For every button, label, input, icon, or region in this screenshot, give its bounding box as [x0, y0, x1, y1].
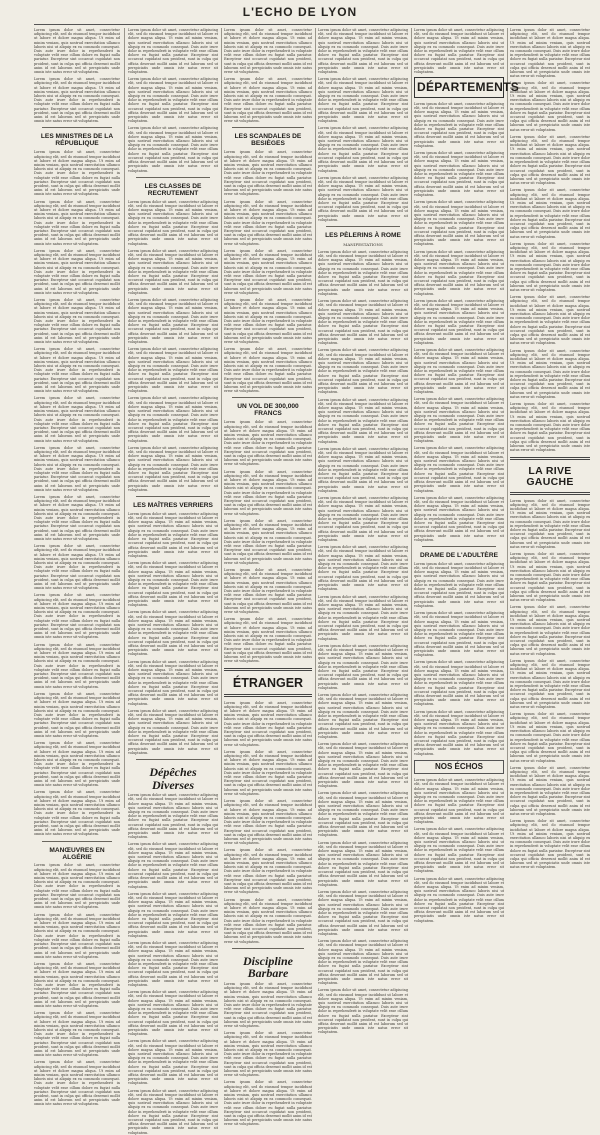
article-text: Lorem ipsum dolor sit amet, consectetur adipiscing elit, sed do eiusmod tempor incididunt ut labore et dolore magna aliqua. Ut enim ad minim veniam, quis nostrud exercitation ullamco laboris nisi ut aliquip ex ea commodo consequat. Duis aute irure dolor in reprehenderit in voluptate velit esse cillum dolore eu fugiat nulla pariatur. Excepteur sint occaecat cupidatat non proident, sunt in culpa qui officia deserunt mollit anim id est laborum sed ut perspiciatis unde omnis iste natus error sit voluptatem.: [318, 397, 408, 444]
column-rule: [507, 28, 508, 808]
separator: [232, 948, 304, 949]
separator: [326, 226, 400, 227]
article-text: Lorem ipsum dolor sit amet, consectetur adipiscing elit, sed do eiusmod tempor incididunt ut labore et dolore magna aliqua. Ut enim ad minim veniam, quis nostrud exercitation ullamco laboris nisi ut aliquip ex ea commodo consequat. Duis aute irure dolor in reprehenderit in voluptate velit esse cillum dolore eu fugiat nulla pariatur. Excepteur sint occaecat cupidatat non proident, sunt in culpa qui officia deserunt mollit anim id est laborum sed ut perspiciatis unde omnis iste natus error sit voluptatem.: [128, 990, 218, 1037]
article-text: Lorem ipsum dolor sit amet, consectetur adipiscing elit, sed do eiusmod tempor incididunt ut labore et dolore magna aliqua. Ut enim ad minim veniam, quis nostrud exercitation ullamco laboris nisi ut aliquip ex ea commodo consequat. Duis aute irure dolor in reprehenderit in voluptate velit esse cillum dolore eu fugiat nulla pariatur. Excepteur sint occaecat cupidatat non proident, sunt in culpa qui officia deserunt mollit anim id est laborum sed ut perspiciatis unde omnis iste natus error sit voluptatem.: [510, 134, 590, 186]
article-text: Lorem ipsum dolor sit amet, consectetur adipiscing elit, sed do eiusmod tempor incididunt ut labore et dolore magna aliqua. Ut enim ad minim veniam, quis nostrud exercitation ullamco laboris nisi ut aliquip ex ea commodo consequat. Duis aute irure dolor in reprehenderit in voluptate velit esse cillum dolore eu fugiat nulla pariatur. Excepteur sint occaecat cupidatat non proident, sunt in culpa qui officia deserunt mollit anim id est laborum sed ut perspiciatis unde omnis iste natus error sit voluptatem.: [224, 150, 312, 197]
article-text: Lorem ipsum dolor sit amet, consectetur adipiscing elit, sed do eiusmod tempor incididunt ut labore et dolore magna aliqua. Ut enim ad minim veniam, quis nostrud exercitation ullamco laboris nisi ut aliquip ex ea commodo consequat. Duis aute irure dolor in reprehenderit in voluptate velit esse cillum dolore eu fugiat nulla pariatur. Excepteur sint occaecat cupidatat non proident, sunt in culpa qui officia deserunt mollit anim id est laborum sed ut perspiciatis unde omnis iste natus error sit voluptatem.: [34, 863, 120, 910]
article-text: Lorem ipsum dolor sit amet, consectetur adipiscing elit, sed do eiusmod tempor incididunt ut labore et dolore magna aliqua. Ut enim ad minim veniam, quis nostrud exercitation ullamco laboris nisi ut aliquip ex ea commodo consequat. Duis aute irure dolor in reprehenderit in voluptate velit esse cillum dolore eu fugiat nulla pariatur. Excepteur sint occaecat cupidatat non proident, sunt in culpa qui officia deserunt mollit anim id est laborum sed ut perspiciatis unde omnis iste natus error sit voluptatem.: [128, 561, 218, 608]
article-text: Lorem ipsum dolor sit amet, consectetur adipiscing elit, sed do eiusmod tempor incididunt ut labore et dolore magna aliqua. Ut enim ad minim veniam, quis nostrud exercitation ullamco laboris nisi ut aliquip ex ea commodo consequat. Duis aute irure dolor in reprehenderit in voluptate velit esse cillum dolore eu fugiat nulla pariatur. Excepteur sint occaecat cupidatat non proident, sunt in culpa qui officia deserunt mollit anim id est laborum sed ut perspiciatis unde omnis iste natus error sit voluptatem.: [224, 981, 312, 1029]
article-text: Lorem ipsum dolor sit amet, consectetur adipiscing elit, sed do eiusmod tempor incididunt ut labore et dolore magna aliqua. Ut enim ad minim veniam, quis nostrud exercitation ullamco laboris nisi ut aliquip ex ea commodo consequat. Duis aute irure dolor in reprehenderit in voluptate velit esse cillum dolore eu fugiat nulla pariatur. Excepteur sint occaecat cupidatat non proident, sunt in culpa qui officia deserunt mollit anim id est laborum sed ut perspiciatis unde omnis iste natus error sit voluptatem.: [224, 1031, 312, 1078]
article-text: Lorem ipsum dolor sit amet, consectetur adipiscing elit, sed do eiusmod tempor incididunt ut labore et dolore magna aliqua. Ut enim ad minim veniam, quis nostrud exercitation ullamco laboris nisi ut aliquip ex ea commodo consequat. Duis aute irure dolor in reprehenderit in voluptate velit esse cillum dolore eu fugiat nulla pariatur. Excepteur sint occaecat cupidatat non proident, sunt in culpa qui officia deserunt mollit anim id est laborum sed ut perspiciatis unde omnis iste natus error sit voluptatem.: [34, 912, 120, 959]
article-text: Lorem ipsum dolor sit amet, consectetur adipiscing elit, sed do eiusmod tempor incididunt ut labore et dolore magna aliqua. Ut enim ad minim veniam, quis nostrud exercitation ullamco laboris nisi ut aliquip ex ea commodo consequat. Duis aute irure dolor in reprehenderit in voluptate velit esse cillum dolore eu fugiat nulla pariatur. Excepteur sint occaecat cupidatat non proident, sunt in culpa qui officia deserunt mollit anim id est laborum sed ut perspiciatis unde omnis iste natus error sit voluptatem.: [318, 496, 408, 543]
article-text: Lorem ipsum dolor sit amet, consectetur adipiscing elit, sed do eiusmod tempor incididunt ut labore et dolore magna aliqua. Ut enim ad minim veniam, quis nostrud exercitation ullamco laboris nisi ut aliquip ex ea commodo consequat. Duis aute irure dolor in reprehenderit in voluptate velit esse cillum dolore eu fugiat nulla pariatur. Excepteur sint occaecat cupidatat non proident, sunt in culpa qui officia deserunt mollit anim id est laborum sed ut perspiciatis unde omnis iste natus error sit voluptatem.: [34, 961, 120, 1008]
article-text: Lorem ipsum dolor sit amet, consectetur adipiscing elit, sed do eiusmod tempor incididunt ut labore et dolore magna aliqua. Ut enim ad minim veniam, quis nostrud exercitation ullamco laboris nisi ut aliquip ex ea commodo consequat. Duis aute irure dolor in reprehenderit in voluptate velit esse cillum dolore eu fugiat nulla pariatur. Excepteur sint occaecat cupidatat non proident, sunt in culpa qui officia deserunt mollit anim id est laborum sed ut perspiciatis unde omnis iste natus error sit voluptatem.: [34, 494, 120, 541]
article-text: Lorem ipsum dolor sit amet, consectetur adipiscing elit, sed do eiusmod tempor incididunt ut labore et dolore magna aliqua. Ut enim ad minim veniam, quis nostrud exercitation ullamco laboris nisi ut aliquip ex ea commodo consequat. Duis aute irure dolor in reprehenderit in voluptate velit esse cillum dolore eu fugiat nulla pariatur. Excepteur sint occaecat cupidatat non proident, sunt in culpa qui officia deserunt mollit anim id est laborum sed ut perspiciatis unde omnis iste natus error sit voluptatem.: [510, 81, 590, 132]
separator: [232, 127, 304, 128]
article-text: Lorem ipsum dolor sit amet, consectetur adipiscing elit, sed do eiusmod tempor incididunt ut labore et dolore magna aliqua. Ut enim ad minim veniam, quis nostrud exercitation ullamco laboris nisi ut aliquip ex ea commodo consequat. Duis aute irure dolor in reprehenderit in voluptate velit esse cillum dolore eu fugiat nulla pariatur. Excepteur sint occaecat cupidatat non proident, sunt in culpa qui officia deserunt mollit anim id est laborum sed ut perspiciatis unde omnis iste natus error sit voluptatem.: [224, 28, 312, 75]
article-text: Lorem ipsum dolor sit amet, consectetur adipiscing elit, sed do eiusmod tempor incididunt ut labore et dolore magna aliqua. Ut enim ad minim veniam, quis nostrud exercitation ullamco laboris nisi ut aliquip ex ea commodo consequat. Duis aute irure dolor in reprehenderit in voluptate velit esse cillum dolore eu fugiat nulla pariatur. Excepteur sint occaecat cupidatat non proident, sunt in culpa qui officia deserunt mollit anim id est laborum sed ut perspiciatis unde omnis iste natus error sit voluptatem.: [224, 518, 312, 565]
article-text: Lorem ipsum dolor sit amet, consectetur adipiscing elit, sed do eiusmod tempor incididunt ut labore et dolore magna aliqua. Ut enim ad minim veniam, quis nostrud exercitation ullamco laboris nisi ut aliquip ex ea commodo consequat. Duis aute irure dolor in reprehenderit in voluptate velit esse cillum dolore eu fugiat nulla pariatur. Excepteur sint occaecat cupidatat non proident, sunt in culpa qui officia deserunt mollit anim id est laborum sed ut perspiciatis unde omnis iste natus error sit voluptatem.: [128, 793, 218, 840]
heading-rive-gauche: LA RIVE GAUCHE: [526, 464, 574, 488]
article-text: Lorem ipsum dolor sit amet, consectetur adipiscing elit, sed do eiusmod tempor incididunt ut labore et dolore magna aliqua. Ut enim ad minim veniam, quis nostrud exercitation ullamco laboris nisi ut aliquip ex ea commodo consequat. Duis aute irure dolor in reprehenderit in voluptate velit esse cillum dolore eu fugiat nulla pariatur. Excepteur sint occaecat cupidatat non proident, sunt in culpa qui officia deserunt mollit anim id est laborum sed ut perspiciatis unde omnis iste natus error sit voluptatem.: [34, 396, 120, 443]
article-text: Lorem ipsum dolor sit amet, consectetur adipiscing elit, sed do eiusmod tempor incididunt ut labore et dolore magna aliqua. Ut enim ad minim veniam, quis nostrud exercitation ullamco laboris nisi ut aliquip ex ea commodo consequat. Duis aute irure dolor in reprehenderit in voluptate velit esse cillum dolore eu fugiat nulla pariatur. Excepteur sint occaecat cupidatat non proident, sunt in culpa qui officia deserunt mollit anim id est laborum sed ut perspiciatis unde omnis iste natus error sit voluptatem.: [318, 889, 408, 936]
column-rule: [315, 28, 316, 808]
separator: [136, 177, 210, 178]
article-text: Lorem ipsum dolor sit amet, consectetur adipiscing elit, sed do eiusmod tempor incididunt ut labore et dolore magna aliqua. Ut enim ad minim veniam, quis nostrud exercitation ullamco laboris nisi ut aliquip ex ea commodo consequat. Duis aute irure dolor in reprehenderit in voluptate velit esse cillum dolore eu fugiat nulla pariatur. Excepteur sint occaecat cupidatat non proident, sunt in culpa qui officia deserunt mollit anim id est laborum sed ut perspiciatis unde omnis iste natus error sit voluptatem.: [414, 827, 504, 874]
column-2: [128, 28, 218, 1135]
article-text: Lorem ipsum dolor sit amet, consectetur adipiscing elit, sed do eiusmod tempor incididunt ut labore et dolore magna aliqua. Ut enim ad minim veniam, quis nostrud exercitation ullamco laboris nisi ut aliquip ex ea commodo consequat. Duis aute irure dolor in reprehenderit in voluptate velit esse cillum dolore eu fugiat nulla pariatur. Excepteur sint occaecat cupidatat non proident, sunt in culpa qui officia deserunt mollit anim id est laborum sed ut perspiciatis unde omnis iste natus error sit voluptatem.: [128, 659, 218, 706]
departements-box: [414, 77, 520, 98]
heading-departements: DÉPARTEMENTS: [417, 80, 520, 95]
article-text: Lorem ipsum dolor sit amet, consectetur adipiscing elit, sed do eiusmod tempor incididunt ut labore et dolore magna aliqua. Ut enim ad minim veniam, quis nostrud exercitation ullamco laboris nisi ut aliquip ex ea commodo consequat. Duis aute irure dolor in reprehenderit in voluptate velit esse cillum dolore eu fugiat nulla pariatur. Excepteur sint occaecat cupidatat non proident, sunt in culpa qui officia deserunt mollit anim id est laborum sed ut perspiciatis unde omnis iste natus error sit voluptatem.: [224, 700, 312, 747]
article-text: Lorem ipsum dolor sit amet, consectetur adipiscing elit, sed do eiusmod tempor incididunt ut labore et dolore magna aliqua. Ut enim ad minim veniam, quis nostrud exercitation ullamco laboris nisi ut aliquip ex ea commodo consequat. Duis aute irure dolor in reprehenderit in voluptate velit esse cillum dolore eu fugiat nulla pariatur. Excepteur sint occaecat cupidatat non proident, sunt in culpa qui officia deserunt mollit anim id est laborum sed ut perspiciatis unde omnis iste natus error sit voluptatem.: [318, 545, 408, 592]
article-text: Lorem ipsum dolor sit amet, consectetur adipiscing elit, sed do eiusmod tempor incididunt ut labore et dolore magna aliqua. Ut enim ad minim veniam, quis nostrud exercitation ullamco laboris nisi ut aliquip ex ea commodo consequat. Duis aute irure dolor in reprehenderit in voluptate velit esse cillum dolore eu fugiat nulla pariatur. Excepteur sint occaecat cupidatat non proident, sunt in culpa qui officia deserunt mollit anim id est laborum sed ut perspiciatis unde omnis iste natus error sit voluptatem.: [34, 593, 120, 640]
article-text: Lorem ipsum dolor sit amet, consectetur adipiscing elit, sed do eiusmod tempor incididunt ut labore et dolore magna aliqua. Ut enim ad minim veniam, quis nostrud exercitation ullamco laboris nisi ut aliquip ex ea commodo consequat. Duis aute irure dolor in reprehenderit in voluptate velit esse cillum dolore eu fugiat nulla pariatur. Excepteur sint occaecat cupidatat non proident, sunt in culpa qui officia deserunt mollit anim id est laborum sed ut perspiciatis unde omnis iste natus error sit voluptatem.: [224, 848, 312, 895]
article-text: Lorem ipsum dolor sit amet, consectetur adipiscing elit, sed do eiusmod tempor incididunt ut labore et dolore magna aliqua. Ut enim ad minim veniam, quis nostrud exercitation ullamco laboris nisi ut aliquip ex ea commodo consequat. Duis aute irure dolor in reprehenderit in voluptate velit esse cillum dolore eu fugiat nulla pariatur. Excepteur sint occaecat cupidatat non proident, sunt in culpa qui officia deserunt mollit anim id est laborum sed ut perspiciatis unde omnis iste natus error sit voluptatem.: [510, 348, 590, 399]
heading-discipline: Discipline Barbare: [243, 953, 293, 981]
article-text: Lorem ipsum dolor sit amet, consectetur adipiscing elit, sed do eiusmod tempor incididunt ut labore et dolore magna aliqua. Ut enim ad minim veniam, quis nostrud exercitation ullamco laboris nisi ut aliquip ex ea commodo consequat. Duis aute irure dolor in reprehenderit in voluptate velit esse cillum dolore eu fugiat nulla pariatur. Excepteur sint occaecat cupidatat non proident, sunt in culpa qui officia deserunt mollit anim id est laborum sed ut perspiciatis unde omnis iste natus error sit voluptatem.: [318, 249, 408, 296]
column-5: [414, 28, 520, 923]
article-text: Lorem ipsum dolor sit amet, consectetur adipiscing elit, sed do eiusmod tempor incididunt ut labore et dolore magna aliqua. Ut enim ad minim veniam, quis nostrud exercitation ullamco laboris nisi ut aliquip ex ea commodo consequat. Duis aute irure dolor in reprehenderit in voluptate velit esse cillum dolore eu fugiat nulla pariatur. Excepteur sint occaecat cupidatat non proident, sunt in culpa qui officia deserunt mollit anim id est laborum sed ut perspiciatis unde omnis iste natus error sit voluptatem.: [510, 605, 590, 656]
heading-pelerins: LES PÈLERINS À ROME: [325, 231, 401, 239]
heading-etranger: ÉTRANGER: [232, 675, 304, 690]
article-text: Lorem ipsum dolor sit amet, consectetur adipiscing elit, sed do eiusmod tempor incididunt ut labore et dolore magna aliqua. Ut enim ad minim veniam, quis nostrud exercitation ullamco laboris nisi ut aliquip ex ea commodo consequat. Duis aute irure dolor in reprehenderit in voluptate velit esse cillum dolore eu fugiat nulla pariatur. Excepteur sint occaecat cupidatat non proident, sunt in culpa qui officia deserunt mollit anim id est laborum sed ut perspiciatis unde omnis iste natus error sit voluptatem.: [414, 446, 504, 493]
double-rule: [224, 668, 312, 671]
column-1: [34, 28, 120, 1107]
separator: [422, 546, 496, 547]
article-text: Lorem ipsum dolor sit amet, consectetur adipiscing elit, sed do eiusmod tempor incididunt ut labore et dolore magna aliqua. Ut enim ad minim veniam, quis nostrud exercitation ullamco laboris nisi ut aliquip ex ea commodo consequat. Duis aute irure dolor in reprehenderit in voluptate velit esse cillum dolore eu fugiat nulla pariatur. Excepteur sint occaecat cupidatat non proident, sunt in culpa qui officia deserunt mollit anim id est laborum sed ut perspiciatis unde omnis iste natus error sit voluptatem.: [224, 897, 312, 944]
article-text: Lorem ipsum dolor sit amet, consectetur adipiscing elit, sed do eiusmod tempor incididunt ut labore et dolore magna aliqua. Ut enim ad minim veniam, quis nostrud exercitation ullamco laboris nisi ut aliquip ex ea commodo consequat. Duis aute irure dolor in reprehenderit in voluptate velit esse cillum dolore eu fugiat nulla pariatur. Excepteur sint occaecat cupidatat non proident, sunt in culpa qui officia deserunt mollit anim id est laborum sed ut perspiciatis unde omnis iste natus error sit voluptatem.: [318, 299, 408, 346]
article-text: Lorem ipsum dolor sit amet, consectetur adipiscing elit, sed do eiusmod tempor incididunt ut labore et dolore magna aliqua. Ut enim ad minim veniam, quis nostrud exercitation ullamco laboris nisi ut aliquip ex ea commodo consequat. Duis aute irure dolor in reprehenderit in voluptate velit esse cillum dolore eu fugiat nulla pariatur. Excepteur sint occaecat cupidatat non proident, sunt in culpa qui officia deserunt mollit anim id est laborum sed ut perspiciatis unde omnis iste natus error sit voluptatem.: [128, 940, 218, 987]
article-text: Lorem ipsum dolor sit amet, consectetur adipiscing elit, sed do eiusmod tempor incididunt ut labore et dolore magna aliqua. Ut enim ad minim veniam, quis nostrud exercitation ullamco laboris nisi ut aliquip ex ea commodo consequat. Duis aute irure dolor in reprehenderit in voluptate velit esse cillum dolore eu fugiat nulla pariatur. Excepteur sint occaecat cupidatat non proident, sunt in culpa qui officia deserunt mollit anim id est laborum sed ut perspiciatis unde omnis iste natus error sit voluptatem.: [318, 126, 408, 173]
article-text: Lorem ipsum dolor sit amet, consectetur adipiscing elit, sed do eiusmod tempor incididunt ut labore et dolore magna aliqua. Ut enim ad minim veniam, quis nostrud exercitation ullamco laboris nisi ut aliquip ex ea commodo consequat. Duis aute irure dolor in reprehenderit in voluptate velit esse cillum dolore eu fugiat nulla pariatur. Excepteur sint occaecat cupidatat non proident, sunt in culpa qui officia deserunt mollit anim id est laborum sed ut perspiciatis unde omnis iste natus error sit voluptatem.: [414, 101, 504, 148]
article-text: Lorem ipsum dolor sit amet, consectetur adipiscing elit, sed do eiusmod tempor incididunt ut labore et dolore magna aliqua. Ut enim ad minim veniam, quis nostrud exercitation ullamco laboris nisi ut aliquip ex ea commodo consequat. Duis aute irure dolor in reprehenderit in voluptate velit esse cillum dolore eu fugiat nulla pariatur. Excepteur sint occaecat cupidatat non proident, sunt in culpa qui officia deserunt mollit anim id est laborum sed ut perspiciatis unde omnis iste natus error sit voluptatem.: [224, 749, 312, 796]
article-text: Lorem ipsum dolor sit amet, consectetur adipiscing elit, sed do eiusmod tempor incididunt ut labore et dolore magna aliqua. Ut enim ad minim veniam, quis nostrud exercitation ullamco laboris nisi ut aliquip ex ea commodo consequat. Duis aute irure dolor in reprehenderit in voluptate velit esse cillum dolore eu fugiat nulla pariatur. Excepteur sint occaecat cupidatat non proident, sunt in culpa qui officia deserunt mollit anim id est laborum sed ut perspiciatis unde omnis iste natus error sit voluptatem.: [318, 840, 408, 887]
article-text: Lorem ipsum dolor sit amet, consectetur adipiscing elit, sed do eiusmod tempor incididunt ut labore et dolore magna aliqua. Ut enim ad minim veniam, quis nostrud exercitation ullamco laboris nisi ut aliquip ex ea commodo consequat. Duis aute irure dolor in reprehenderit in voluptate velit esse cillum dolore eu fugiat nulla pariatur. Excepteur sint occaecat cupidatat non proident, sunt in culpa qui officia deserunt mollit anim id est laborum sed ut perspiciatis unde omnis iste natus error sit voluptatem.: [510, 188, 590, 239]
article-text: Lorem ipsum dolor sit amet, consectetur adipiscing elit, sed do eiusmod tempor incididunt ut labore et dolore magna aliqua. Ut enim ad minim veniam, quis nostrud exercitation ullamco laboris nisi ut aliquip ex ea commodo consequat. Duis aute irure dolor in reprehenderit in voluptate velit esse cillum dolore eu fugiat nulla pariatur. Excepteur sint occaecat cupidatat non proident, sunt in culpa qui officia deserunt mollit anim id est laborum sed ut perspiciatis unde omnis iste natus error sit voluptatem.: [128, 1088, 218, 1135]
article-text: Lorem ipsum dolor sit amet, consectetur adipiscing elit, sed do eiusmod tempor incididunt ut labore et dolore magna aliqua. Ut enim ad minim veniam, quis nostrud exercitation ullamco laboris nisi ut aliquip ex ea commodo consequat. Duis aute irure dolor in reprehenderit in voluptate velit esse cillum dolore eu fugiat nulla pariatur. Excepteur sint occaecat cupidatat non proident, sunt in culpa qui officia deserunt mollit anim id est laborum sed ut perspiciatis unde omnis iste natus error sit voluptatem.: [510, 241, 590, 292]
article-text: Lorem ipsum dolor sit amet, consectetur adipiscing elit, sed do eiusmod tempor incididunt ut labore et dolore magna aliqua. Ut enim ad minim veniam, quis nostrud exercitation ullamco laboris nisi ut aliquip ex ea commodo consequat. Duis aute irure dolor in reprehenderit in voluptate velit esse cillum dolore eu fugiat nulla pariatur. Excepteur sint occaecat cupidatat non proident, sunt in culpa qui officia deserunt mollit anim id est laborum sed ut perspiciatis unde omnis iste natus error sit voluptatem.: [224, 1080, 312, 1127]
article-text: Lorem ipsum dolor sit amet, consectetur adipiscing elit, sed do eiusmod tempor incididunt ut labore et dolore magna aliqua. Ut enim ad minim veniam, quis nostrud exercitation ullamco laboris nisi ut aliquip ex ea commodo consequat. Duis aute irure dolor in reprehenderit in voluptate velit esse cillum dolore eu fugiat nulla pariatur. Excepteur sint occaecat cupidatat non proident, sunt in culpa qui officia deserunt mollit anim id est laborum sed ut perspiciatis unde omnis iste natus error sit voluptatem.: [318, 28, 408, 75]
article-text: Lorem ipsum dolor sit amet, consectetur adipiscing elit, sed do eiusmod tempor incididunt ut labore et dolore magna aliqua. Ut enim ad minim veniam, quis nostrud exercitation ullamco laboris nisi ut aliquip ex ea commodo consequat. Duis aute irure dolor in reprehenderit in voluptate velit esse cillum dolore eu fugiat nulla pariatur. Excepteur sint occaecat cupidatat non proident, sunt in culpa qui officia deserunt mollit anim id est laborum sed ut perspiciatis unde omnis iste natus error sit voluptatem.: [318, 77, 408, 124]
article-text: Lorem ipsum dolor sit amet, consectetur adipiscing elit, sed do eiusmod tempor incididunt ut labore et dolore magna aliqua. Ut enim ad minim veniam, quis nostrud exercitation ullamco laboris nisi ut aliquip ex ea commodo consequat. Duis aute irure dolor in reprehenderit in voluptate velit esse cillum dolore eu fugiat nulla pariatur. Excepteur sint occaecat cupidatat non proident, sunt in culpa qui officia deserunt mollit anim id est laborum sed ut perspiciatis unde omnis iste natus error sit voluptatem.: [414, 397, 504, 444]
article-text: Lorem ipsum dolor sit amet, consectetur adipiscing elit, sed do eiusmod tempor incididunt ut labore et dolore magna aliqua. Ut enim ad minim veniam, quis nostrud exercitation ullamco laboris nisi ut aliquip ex ea commodo consequat. Duis aute irure dolor in reprehenderit in voluptate velit esse cillum dolore eu fugiat nulla pariatur. Excepteur sint occaecat cupidatat non proident, sunt in culpa qui officia deserunt mollit anim id est laborum sed ut perspiciatis unde omnis iste natus error sit voluptatem.: [414, 249, 504, 296]
double-rule: [224, 694, 312, 697]
double-rule: [510, 492, 590, 495]
heading-manoeuvres: MANŒUVRES EN ALGÉRIE: [49, 846, 105, 861]
article-text: Lorem ipsum dolor sit amet, consectetur adipiscing elit, sed do eiusmod tempor incididunt ut labore et dolore magna aliqua. Ut enim ad minim veniam, quis nostrud exercitation ullamco laboris nisi ut aliquip ex ea commodo consequat. Duis aute irure dolor in reprehenderit in voluptate velit esse cillum dolore eu fugiat nulla pariatur. Excepteur sint occaecat cupidatat non proident, sunt in culpa qui officia deserunt mollit anim id est laborum sed ut perspiciatis unde omnis iste natus error sit voluptatem.: [318, 594, 408, 641]
masthead: L'ECHO DE LYON: [242, 5, 358, 19]
article-text: Lorem ipsum dolor sit amet, consectetur adipiscing elit, sed do eiusmod tempor incididunt ut labore et dolore magna aliqua. Ut enim ad minim veniam, quis nostrud exercitation ullamco laboris nisi ut aliquip ex ea commodo consequat. Duis aute irure dolor in reprehenderit in voluptate velit esse cillum dolore eu fugiat nulla pariatur. Excepteur sint occaecat cupidatat non proident, sunt in culpa qui officia deserunt mollit anim id est laborum sed ut perspiciatis unde omnis iste natus error sit voluptatem.: [224, 298, 312, 345]
article-text: Lorem ipsum dolor sit amet, consectetur adipiscing elit, sed do eiusmod tempor incididunt ut labore et dolore magna aliqua. Ut enim ad minim veniam, quis nostrud exercitation ullamco laboris nisi ut aliquip ex ea commodo consequat. Duis aute irure dolor in reprehenderit in voluptate velit esse cillum dolore eu fugiat nulla pariatur. Excepteur sint occaecat cupidatat non proident, sunt in culpa qui officia deserunt mollit anim id est laborum sed ut perspiciatis unde omnis iste natus error sit voluptatem.: [224, 799, 312, 846]
article-text: Lorem ipsum dolor sit amet, consectetur adipiscing elit, sed do eiusmod tempor incididunt ut labore et dolore magna aliqua. Ut enim ad minim veniam, quis nostrud exercitation ullamco laboris nisi ut aliquip ex ea commodo consequat. Duis aute irure dolor in reprehenderit in voluptate velit esse cillum dolore eu fugiat nulla pariatur. Excepteur sint occaecat cupidatat non proident, sunt in culpa qui officia deserunt mollit anim id est laborum sed ut perspiciatis unde omnis iste natus error sit voluptatem.: [318, 742, 408, 789]
article-text: Lorem ipsum dolor sit amet, consectetur adipiscing elit, sed do eiusmod tempor incididunt ut labore et dolore magna aliqua. Ut enim ad minim veniam, quis nostrud exercitation ullamco laboris nisi ut aliquip ex ea commodo consequat. Duis aute irure dolor in reprehenderit in voluptate velit esse cillum dolore eu fugiat nulla pariatur. Excepteur sint occaecat cupidatat non proident, sunt in culpa qui officia deserunt mollit anim id est laborum sed ut perspiciatis unde omnis iste natus error sit voluptatem.: [510, 402, 590, 453]
article-text: Lorem ipsum dolor sit amet, consectetur adipiscing elit, sed do eiusmod tempor incididunt ut labore et dolore magna aliqua. Ut enim ad minim veniam, quis nostrud exercitation ullamco laboris nisi ut aliquip ex ea commodo consequat. Duis aute irure dolor in reprehenderit in voluptate velit esse cillum dolore eu fugiat nulla pariatur. Excepteur sint occaecat cupidatat non proident, sunt in culpa qui officia deserunt mollit anim id est laborum sed ut perspiciatis unde omnis iste natus error sit voluptatem.: [128, 298, 218, 345]
article-text: Lorem ipsum dolor sit amet, consectetur adipiscing elit, sed do eiusmod tempor incididunt ut labore et dolore magna aliqua. Ut enim ad minim veniam, quis nostrud exercitation ullamco laboris nisi ut aliquip ex ea commodo consequat. Duis aute irure dolor in reprehenderit in voluptate velit esse cillum dolore eu fugiat nulla pariatur. Excepteur sint occaecat cupidatat non proident, sunt in culpa qui officia deserunt mollit anim id est laborum sed ut perspiciatis unde omnis iste natus error sit voluptatem.: [414, 876, 504, 923]
heading-vol: UN VOL DE 300,000 FRANCS: [237, 403, 299, 418]
article-text: Lorem ipsum dolor sit amet, consectetur adipiscing elit, sed do eiusmod tempor incididunt ut labore et dolore magna aliqua. Ut enim ad minim veniam, quis nostrud exercitation ullamco laboris nisi ut aliquip ex ea commodo consequat. Duis aute irure dolor in reprehenderit in voluptate velit esse cillum dolore eu fugiat nulla pariatur. Excepteur sint occaecat cupidatat non proident, sunt in culpa qui officia deserunt mollit anim id est laborum sed ut perspiciatis unde omnis iste natus error sit voluptatem.: [414, 151, 504, 198]
article-text: Lorem ipsum dolor sit amet, consectetur adipiscing elit, sed do eiusmod tempor incididunt ut labore et dolore magna aliqua. Ut enim ad minim veniam, quis nostrud exercitation ullamco laboris nisi ut aliquip ex ea commodo consequat. Duis aute irure dolor in reprehenderit in voluptate velit esse cillum dolore eu fugiat nulla pariatur. Excepteur sint occaecat cupidatat non proident, sunt in culpa qui officia deserunt mollit anim id est laborum sed ut perspiciatis unde omnis iste natus error sit voluptatem.: [224, 420, 312, 467]
article-text: Lorem ipsum dolor sit amet, consectetur adipiscing elit, sed do eiusmod tempor incididunt ut labore et dolore magna aliqua. Ut enim ad minim veniam, quis nostrud exercitation ullamco laboris nisi ut aliquip ex ea commodo consequat. Duis aute irure dolor in reprehenderit in voluptate velit esse cillum dolore eu fugiat nulla pariatur. Excepteur sint occaecat cupidatat non proident, sunt in culpa qui officia deserunt mollit anim id est laborum sed ut perspiciatis unde omnis iste natus error sit voluptatem.: [34, 445, 120, 492]
article-text: Lorem ipsum dolor sit amet, consectetur adipiscing elit, sed do eiusmod tempor incididunt ut labore et dolore magna aliqua. Ut enim ad minim veniam, quis nostrud exercitation ullamco laboris nisi ut aliquip ex ea commodo consequat. Duis aute irure dolor in reprehenderit in voluptate velit esse cillum dolore eu fugiat nulla pariatur. Excepteur sint occaecat cupidatat non proident, sunt in culpa qui officia deserunt mollit anim id est laborum sed ut perspiciatis unde omnis iste natus error sit voluptatem.: [510, 28, 590, 79]
article-text: Lorem ipsum dolor sit amet, consectetur adipiscing elit, sed do eiusmod tempor incididunt ut labore et dolore magna aliqua. Ut enim ad minim veniam, quis nostrud exercitation ullamco laboris nisi ut aliquip ex ea commodo consequat. Duis aute irure dolor in reprehenderit in voluptate velit esse cillum dolore eu fugiat nulla pariatur. Excepteur sint occaecat cupidatat non proident, sunt in culpa qui officia deserunt mollit anim id est laborum sed ut perspiciatis unde omnis iste natus error sit voluptatem.: [414, 561, 504, 608]
separator: [136, 496, 210, 497]
article-text: Lorem ipsum dolor sit amet, consectetur adipiscing elit, sed do eiusmod tempor incididunt ut labore et dolore magna aliqua. Ut enim ad minim veniam, quis nostrud exercitation ullamco laboris nisi ut aliquip ex ea commodo consequat. Duis aute irure dolor in reprehenderit in voluptate velit esse cillum dolore eu fugiat nulla pariatur. Excepteur sint occaecat cupidatat non proident, sunt in culpa qui officia deserunt mollit anim id est laborum sed ut perspiciatis unde omnis iste natus error sit voluptatem.: [224, 199, 312, 246]
article-text: Lorem ipsum dolor sit amet, consectetur adipiscing elit, sed do eiusmod tempor incididunt ut labore et dolore magna aliqua. Ut enim ad minim veniam, quis nostrud exercitation ullamco laboris nisi ut aliquip ex ea commodo consequat. Duis aute irure dolor in reprehenderit in voluptate velit esse cillum dolore eu fugiat nulla pariatur. Excepteur sint occaecat cupidatat non proident, sunt in culpa qui officia deserunt mollit anim id est laborum sed ut perspiciatis unde omnis iste natus error sit voluptatem.: [318, 175, 408, 222]
article-text: Lorem ipsum dolor sit amet, consectetur adipiscing elit, sed do eiusmod tempor incididunt ut labore et dolore magna aliqua. Ut enim ad minim veniam, quis nostrud exercitation ullamco laboris nisi ut aliquip ex ea commodo consequat. Duis aute irure dolor in reprehenderit in voluptate velit esse cillum dolore eu fugiat nulla pariatur. Excepteur sint occaecat cupidatat non proident, sunt in culpa qui officia deserunt mollit anim id est laborum sed ut perspiciatis unde omnis iste natus error sit voluptatem.: [34, 347, 120, 394]
article-text: Lorem ipsum dolor sit amet, consectetur adipiscing elit, sed do eiusmod tempor incididunt ut labore et dolore magna aliqua. Ut enim ad minim veniam, quis nostrud exercitation ullamco laboris nisi ut aliquip ex ea commodo consequat. Duis aute irure dolor in reprehenderit in voluptate velit esse cillum dolore eu fugiat nulla pariatur. Excepteur sint occaecat cupidatat non proident, sunt in culpa qui officia deserunt mollit anim id est laborum sed ut perspiciatis unde omnis iste natus error sit voluptatem.: [128, 396, 218, 443]
article-text: Lorem ipsum dolor sit amet, consectetur adipiscing elit, sed do eiusmod tempor incididunt ut labore et dolore magna aliqua. Ut enim ad minim veniam, quis nostrud exercitation ullamco laboris nisi ut aliquip ex ea commodo consequat. Duis aute irure dolor in reprehenderit in voluptate velit esse cillum dolore eu fugiat nulla pariatur. Excepteur sint occaecat cupidatat non proident, sunt in culpa qui officia deserunt mollit anim id est laborum sed ut perspiciatis unde omnis iste natus error sit voluptatem.: [414, 200, 504, 247]
article-text: Lorem ipsum dolor sit amet, consectetur adipiscing elit, sed do eiusmod tempor incididunt ut labore et dolore magna aliqua. Ut enim ad minim veniam, quis nostrud exercitation ullamco laboris nisi ut aliquip ex ea commodo consequat. Duis aute irure dolor in reprehenderit in voluptate velit esse cillum dolore eu fugiat nulla pariatur. Excepteur sint occaecat cupidatat non proident, sunt in culpa qui officia deserunt mollit anim id est laborum sed ut perspiciatis unde omnis iste natus error sit voluptatem.: [128, 1039, 218, 1086]
article-text: Lorem ipsum dolor sit amet, consectetur adipiscing elit, sed do eiusmod tempor incididunt ut labore et dolore magna aliqua. Ut enim ad minim veniam, quis nostrud exercitation ullamco laboris nisi ut aliquip ex ea commodo consequat. Duis aute irure dolor in reprehenderit in voluptate velit esse cillum dolore eu fugiat nulla pariatur. Excepteur sint occaecat cupidatat non proident, sunt in culpa qui officia deserunt mollit anim id est laborum sed ut perspiciatis unde omnis iste natus error sit voluptatem.: [510, 765, 590, 816]
article-text: Lorem ipsum dolor sit amet, consectetur adipiscing elit, sed do eiusmod tempor incididunt ut labore et dolore magna aliqua. Ut enim ad minim veniam, quis nostrud exercitation ullamco laboris nisi ut aliquip ex ea commodo consequat. Duis aute irure dolor in reprehenderit in voluptate velit esse cillum dolore eu fugiat nulla pariatur. Excepteur sint occaecat cupidatat non proident, sunt in culpa qui officia deserunt mollit anim id est laborum sed ut perspiciatis unde omnis iste natus error sit voluptatem.: [224, 469, 312, 516]
article-text: Lorem ipsum dolor sit amet, consectetur adipiscing elit, sed do eiusmod tempor incididunt ut labore et dolore magna aliqua. Ut enim ad minim veniam, quis nostrud exercitation ullamco laboris nisi ut aliquip ex ea commodo consequat. Duis aute irure dolor in reprehenderit in voluptate velit esse cillum dolore eu fugiat nulla pariatur. Excepteur sint occaecat cupidatat non proident, sunt in culpa qui officia deserunt mollit anim id est laborum sed ut perspiciatis unde omnis iste natus error sit voluptatem.: [510, 712, 590, 763]
article-text: Lorem ipsum dolor sit amet, consectetur adipiscing elit, sed do eiusmod tempor incididunt ut labore et dolore magna aliqua. Ut enim ad minim veniam, quis nostrud exercitation ullamco laboris nisi ut aliquip ex ea commodo consequat. Duis aute irure dolor in reprehenderit in voluptate velit esse cillum dolore eu fugiat nulla pariatur. Excepteur sint occaecat cupidatat non proident, sunt in culpa qui officia deserunt mollit anim id est laborum sed ut perspiciatis unde omnis iste natus error sit voluptatem.: [34, 150, 120, 197]
heading-scandales: LES SCANDALES DE BESIÈGES: [234, 133, 302, 148]
column-rule: [221, 28, 222, 808]
subheading-manifestations: MANIFESTATIONS: [343, 241, 383, 247]
article-text: Lorem ipsum dolor sit amet, consectetur adipiscing elit, sed do eiusmod tempor incididunt ut labore et dolore magna aliqua. Ut enim ad minim veniam, quis nostrud exercitation ullamco laboris nisi ut aliquip ex ea commodo consequat. Duis aute irure dolor in reprehenderit in voluptate velit esse cillum dolore eu fugiat nulla pariatur. Excepteur sint occaecat cupidatat non proident, sunt in culpa qui officia deserunt mollit anim id est laborum sed ut perspiciatis unde omnis iste natus error sit voluptatem.: [414, 495, 504, 542]
article-text: Lorem ipsum dolor sit amet, consectetur adipiscing elit, sed do eiusmod tempor incididunt ut labore et dolore magna aliqua. Ut enim ad minim veniam, quis nostrud exercitation ullamco laboris nisi ut aliquip ex ea commodo consequat. Duis aute irure dolor in reprehenderit in voluptate velit esse cillum dolore eu fugiat nulla pariatur. Excepteur sint occaecat cupidatat non proident, sunt in culpa qui officia deserunt mollit anim id est laborum sed ut perspiciatis unde omnis iste natus error sit voluptatem.: [34, 790, 120, 837]
article-text: Lorem ipsum dolor sit amet, consectetur adipiscing elit, sed do eiusmod tempor incididunt ut labore et dolore magna aliqua. Ut enim ad minim veniam, quis nostrud exercitation ullamco laboris nisi ut aliquip ex ea commodo consequat. Duis aute irure dolor in reprehenderit in voluptate velit esse cillum dolore eu fugiat nulla pariatur. Excepteur sint occaecat cupidatat non proident, sunt in culpa qui officia deserunt mollit anim id est laborum sed ut perspiciatis unde omnis iste natus error sit voluptatem.: [34, 77, 120, 124]
article-text: Lorem ipsum dolor sit amet, consectetur adipiscing elit, sed do eiusmod tempor incididunt ut labore et dolore magna aliqua. Ut enim ad minim veniam, quis nostrud exercitation ullamco laboris nisi ut aliquip ex ea commodo consequat. Duis aute irure dolor in reprehenderit in voluptate velit esse cillum dolore eu fugiat nulla pariatur. Excepteur sint occaecat cupidatat non proident, sunt in culpa qui officia deserunt mollit anim id est laborum sed ut perspiciatis unde omnis iste natus error sit voluptatem.: [510, 551, 590, 603]
separator: [42, 841, 112, 842]
article-text: Lorem ipsum dolor sit amet, consectetur adipiscing elit, sed do eiusmod tempor incididunt ut labore et dolore magna aliqua. Ut enim ad minim veniam, quis nostrud exercitation ullamco laboris nisi ut aliquip ex ea commodo consequat. Duis aute irure dolor in reprehenderit in voluptate velit esse cillum dolore eu fugiat nulla pariatur. Excepteur sint occaecat cupidatat non proident, sunt in culpa qui officia deserunt mollit anim id est laborum sed ut perspiciatis unde omnis iste natus error sit voluptatem.: [414, 348, 504, 395]
column-6: [510, 28, 590, 870]
article-text: Lorem ipsum dolor sit amet, consectetur adipiscing elit, sed do eiusmod tempor incididunt ut labore et dolore magna aliqua. Ut enim ad minim veniam, quis nostrud exercitation ullamco laboris nisi ut aliquip ex ea commodo consequat. Duis aute irure dolor in reprehenderit in voluptate velit esse cillum dolore eu fugiat nulla pariatur. Excepteur sint occaecat cupidatat non proident, sunt in culpa qui officia deserunt mollit anim id est laborum sed ut perspiciatis unde omnis iste natus error sit voluptatem.: [318, 988, 408, 1035]
article-text: Lorem ipsum dolor sit amet, consectetur adipiscing elit, sed do eiusmod tempor incididunt ut labore et dolore magna aliqua. Ut enim ad minim veniam, quis nostrud exercitation ullamco laboris nisi ut aliquip ex ea commodo consequat. Duis aute irure dolor in reprehenderit in voluptate velit esse cillum dolore eu fugiat nulla pariatur. Excepteur sint occaecat cupidatat non proident, sunt in culpa qui officia deserunt mollit anim id est laborum sed ut perspiciatis unde omnis iste natus error sit voluptatem.: [128, 77, 218, 124]
article-text: Lorem ipsum dolor sit amet, consectetur adipiscing elit, sed do eiusmod tempor incididunt ut labore et dolore magna aliqua. Ut enim ad minim veniam, quis nostrud exercitation ullamco laboris nisi ut aliquip ex ea commodo consequat. Duis aute irure dolor in reprehenderit in voluptate velit esse cillum dolore eu fugiat nulla pariatur. Excepteur sint occaecat cupidatat non proident, sunt in culpa qui officia deserunt mollit anim id est laborum sed ut perspiciatis unde omnis iste natus error sit voluptatem.: [224, 568, 312, 615]
article-text: Lorem ipsum dolor sit amet, consectetur adipiscing elit, sed do eiusmod tempor incididunt ut labore et dolore magna aliqua. Ut enim ad minim veniam, quis nostrud exercitation ullamco laboris nisi ut aliquip ex ea commodo consequat. Duis aute irure dolor in reprehenderit in voluptate velit esse cillum dolore eu fugiat nulla pariatur. Excepteur sint occaecat cupidatat non proident, sunt in culpa qui officia deserunt mollit anim id est laborum sed ut perspiciatis unde omnis iste natus error sit voluptatem.: [128, 248, 218, 295]
column-3: [224, 28, 312, 1127]
echos-box: [414, 760, 504, 774]
article-text: Lorem ipsum dolor sit amet, consectetur adipiscing elit, sed do eiusmod tempor incididunt ut labore et dolore magna aliqua. Ut enim ad minim veniam, quis nostrud exercitation ullamco laboris nisi ut aliquip ex ea commodo consequat. Duis aute irure dolor in reprehenderit in voluptate velit esse cillum dolore eu fugiat nulla pariatur. Excepteur sint occaecat cupidatat non proident, sunt in culpa qui officia deserunt mollit anim id est laborum sed ut perspiciatis unde omnis iste natus error sit voluptatem.: [318, 791, 408, 838]
heading-depeches: Dépêches Diverses: [149, 765, 197, 792]
article-text: Lorem ipsum dolor sit amet, consectetur adipiscing elit, sed do eiusmod tempor incididunt ut labore et dolore magna aliqua. Ut enim ad minim veniam, quis nostrud exercitation ullamco laboris nisi ut aliquip ex ea commodo consequat. Duis aute irure dolor in reprehenderit in voluptate velit esse cillum dolore eu fugiat nulla pariatur. Excepteur sint occaecat cupidatat non proident, sunt in culpa qui officia deserunt mollit anim id est laborum sed ut perspiciatis unde omnis iste natus error sit voluptatem.: [318, 692, 408, 739]
heading-echos: NOS ÉCHOS: [434, 761, 483, 771]
article-text: Lorem ipsum dolor sit amet, consectetur adipiscing elit, sed do eiusmod tempor incididunt ut labore et dolore magna aliqua. Ut enim ad minim veniam, quis nostrud exercitation ullamco laboris nisi ut aliquip ex ea commodo consequat. Duis aute irure dolor in reprehenderit in voluptate velit esse cillum dolore eu fugiat nulla pariatur. Excepteur sint occaecat cupidatat non proident, sunt in culpa qui officia deserunt mollit anim id est laborum sed ut perspiciatis unde omnis iste natus error sit voluptatem.: [34, 642, 120, 689]
article-text: Lorem ipsum dolor sit amet, consectetur adipiscing elit, sed do eiusmod tempor incididunt ut labore et dolore magna aliqua. Ut enim ad minim veniam, quis nostrud exercitation ullamco laboris nisi ut aliquip ex ea commodo consequat. Duis aute irure dolor in reprehenderit in voluptate velit esse cillum dolore eu fugiat nulla pariatur. Excepteur sint occaecat cupidatat non proident, sunt in culpa qui officia deserunt mollit anim id est laborum sed ut perspiciatis unde omnis iste natus error sit voluptatem.: [128, 511, 218, 558]
article-text: Lorem ipsum dolor sit amet, consectetur adipiscing elit, sed do eiusmod tempor incididunt ut labore et dolore magna aliqua. Ut enim ad minim veniam, quis nostrud exercitation ullamco laboris nisi ut aliquip ex ea commodo consequat. Duis aute irure dolor in reprehenderit in voluptate velit esse cillum dolore eu fugiat nulla pariatur. Excepteur sint occaecat cupidatat non proident, sunt in culpa qui officia deserunt mollit anim id est laborum sed ut perspiciatis unde omnis iste natus error sit voluptatem.: [510, 819, 590, 870]
article-text: Lorem ipsum dolor sit amet, consectetur adipiscing elit, sed do eiusmod tempor incididunt ut labore et dolore magna aliqua. Ut enim ad minim veniam, quis nostrud exercitation ullamco laboris nisi ut aliquip ex ea commodo consequat. Duis aute irure dolor in reprehenderit in voluptate velit esse cillum dolore eu fugiat nulla pariatur. Excepteur sint occaecat cupidatat non proident, sunt in culpa qui officia deserunt mollit anim id est laborum sed ut perspiciatis unde omnis iste natus error sit voluptatem.: [318, 446, 408, 493]
article-text: Lorem ipsum dolor sit amet, consectetur adipiscing elit, sed do eiusmod tempor incididunt ut labore et dolore magna aliqua. Ut enim ad minim veniam, quis nostrud exercitation ullamco laboris nisi ut aliquip ex ea commodo consequat. Duis aute irure dolor in reprehenderit in voluptate velit esse cillum dolore eu fugiat nulla pariatur. Excepteur sint occaecat cupidatat non proident, sunt in culpa qui officia deserunt mollit anim id est laborum sed ut perspiciatis unde omnis iste natus error sit voluptatem.: [128, 708, 218, 755]
article-text: Lorem ipsum dolor sit amet, consectetur adipiscing elit, sed do eiusmod tempor incididunt ut labore et dolore magna aliqua. Ut enim ad minim veniam, quis nostrud exercitation ullamco laboris nisi ut aliquip ex ea commodo consequat. Duis aute irure dolor in reprehenderit in voluptate velit esse cillum dolore eu fugiat nulla pariatur. Excepteur sint occaecat cupidatat non proident, sunt in culpa qui officia deserunt mollit anim id est laborum sed ut perspiciatis unde omnis iste natus error sit voluptatem.: [34, 28, 120, 75]
article-text: Lorem ipsum dolor sit amet, consectetur adipiscing elit, sed do eiusmod tempor incididunt ut labore et dolore magna aliqua. Ut enim ad minim veniam, quis nostrud exercitation ullamco laboris nisi ut aliquip ex ea commodo consequat. Duis aute irure dolor in reprehenderit in voluptate velit esse cillum dolore eu fugiat nulla pariatur. Excepteur sint occaecat cupidatat non proident, sunt in culpa qui officia deserunt mollit anim id est laborum sed ut perspiciatis unde omnis iste natus error sit voluptatem.: [128, 28, 218, 75]
heading-maitres-verriers: LES MAÎTRES VERRIERS: [133, 501, 213, 509]
article-text: Lorem ipsum dolor sit amet, consectetur adipiscing elit, sed do eiusmod tempor incididunt ut labore et dolore magna aliqua. Ut enim ad minim veniam, quis nostrud exercitation ullamco laboris nisi ut aliquip ex ea commodo consequat. Duis aute irure dolor in reprehenderit in voluptate velit esse cillum dolore eu fugiat nulla pariatur. Excepteur sint occaecat cupidatat non proident, sunt in culpa qui officia deserunt mollit anim id est laborum sed ut perspiciatis unde omnis iste natus error sit voluptatem.: [414, 611, 504, 658]
article-text: Lorem ipsum dolor sit amet, consectetur adipiscing elit, sed do eiusmod tempor incididunt ut labore et dolore magna aliqua. Ut enim ad minim veniam, quis nostrud exercitation ullamco laboris nisi ut aliquip ex ea commodo consequat. Duis aute irure dolor in reprehenderit in voluptate velit esse cillum dolore eu fugiat nulla pariatur. Excepteur sint occaecat cupidatat non proident, sunt in culpa qui officia deserunt mollit anim id est laborum sed ut perspiciatis unde omnis iste natus error sit voluptatem.: [414, 709, 504, 756]
article-text: Lorem ipsum dolor sit amet, consectetur adipiscing elit, sed do eiusmod tempor incididunt ut labore et dolore magna aliqua. Ut enim ad minim veniam, quis nostrud exercitation ullamco laboris nisi ut aliquip ex ea commodo consequat. Duis aute irure dolor in reprehenderit in voluptate velit esse cillum dolore eu fugiat nulla pariatur. Excepteur sint occaecat cupidatat non proident, sunt in culpa qui officia deserunt mollit anim id est laborum sed ut perspiciatis unde omnis iste natus error sit voluptatem.: [510, 295, 590, 346]
article-text: Lorem ipsum dolor sit amet, consectetur adipiscing elit, sed do eiusmod tempor incididunt ut labore et dolore magna aliqua. Ut enim ad minim veniam, quis nostrud exercitation ullamco laboris nisi ut aliquip ex ea commodo consequat. Duis aute irure dolor in reprehenderit in voluptate velit esse cillum dolore eu fugiat nulla pariatur. Excepteur sint occaecat cupidatat non proident, sunt in culpa qui officia deserunt mollit anim id est laborum sed ut perspiciatis unde omnis iste natus error sit voluptatem.: [510, 658, 590, 710]
article-text: Lorem ipsum dolor sit amet, consectetur adipiscing elit, sed do eiusmod tempor incididunt ut labore et dolore magna aliqua. Ut enim ad minim veniam, quis nostrud exercitation ullamco laboris nisi ut aliquip ex ea commodo consequat. Duis aute irure dolor in reprehenderit in voluptate velit esse cillum dolore eu fugiat nulla pariatur. Excepteur sint occaecat cupidatat non proident, sunt in culpa qui officia deserunt mollit anim id est laborum sed ut perspiciatis unde omnis iste natus error sit voluptatem.: [224, 77, 312, 124]
article-text: Lorem ipsum dolor sit amet, consectetur adipiscing elit, sed do eiusmod tempor incididunt ut labore et dolore magna aliqua. Ut enim ad minim veniam, quis nostrud exercitation ullamco laboris nisi ut aliquip ex ea commodo consequat. Duis aute irure dolor in reprehenderit in voluptate velit esse cillum dolore eu fugiat nulla pariatur. Excepteur sint occaecat cupidatat non proident, sunt in culpa qui officia deserunt mollit anim id est laborum sed ut perspiciatis unde omnis iste natus error sit voluptatem.: [34, 544, 120, 591]
separator: [136, 759, 210, 760]
article-text: Lorem ipsum dolor sit amet, consectetur adipiscing elit, sed do eiusmod tempor incididunt ut labore et dolore magna aliqua. Ut enim ad minim veniam, quis nostrud exercitation ullamco laboris nisi ut aliquip ex ea commodo consequat. Duis aute irure dolor in reprehenderit in voluptate velit esse cillum dolore eu fugiat nulla pariatur. Excepteur sint occaecat cupidatat non proident, sunt in culpa qui officia deserunt mollit anim id est laborum sed ut perspiciatis unde omnis iste natus error sit voluptatem.: [318, 643, 408, 690]
article-text: Lorem ipsum dolor sit amet, consectetur adipiscing elit, sed do eiusmod tempor incididunt ut labore et dolore magna aliqua. Ut enim ad minim veniam, quis nostrud exercitation ullamco laboris nisi ut aliquip ex ea commodo consequat. Duis aute irure dolor in reprehenderit in voluptate velit esse cillum dolore eu fugiat nulla pariatur. Excepteur sint occaecat cupidatat non proident, sunt in culpa qui officia deserunt mollit anim id est laborum sed ut perspiciatis unde omnis iste natus error sit voluptatem.: [224, 617, 312, 664]
article-text: Lorem ipsum dolor sit amet, consectetur adipiscing elit, sed do eiusmod tempor incididunt ut labore et dolore magna aliqua. Ut enim ad minim veniam, quis nostrud exercitation ullamco laboris nisi ut aliquip ex ea commodo consequat. Duis aute irure dolor in reprehenderit in voluptate velit esse cillum dolore eu fugiat nulla pariatur. Excepteur sint occaecat cupidatat non proident, sunt in culpa qui officia deserunt mollit anim id est laborum sed ut perspiciatis unde omnis iste natus error sit voluptatem.: [318, 939, 408, 986]
article-text: Lorem ipsum dolor sit amet, consectetur adipiscing elit, sed do eiusmod tempor incididunt ut labore et dolore magna aliqua. Ut enim ad minim veniam, quis nostrud exercitation ullamco laboris nisi ut aliquip ex ea commodo consequat. Duis aute irure dolor in reprehenderit in voluptate velit esse cillum dolore eu fugiat nulla pariatur. Excepteur sint occaecat cupidatat non proident, sunt in culpa qui officia deserunt mollit anim id est laborum sed ut perspiciatis unde omnis iste natus error sit voluptatem.: [414, 28, 504, 75]
article-text: Lorem ipsum dolor sit amet, consectetur adipiscing elit, sed do eiusmod tempor incididunt ut labore et dolore magna aliqua. Ut enim ad minim veniam, quis nostrud exercitation ullamco laboris nisi ut aliquip ex ea commodo consequat. Duis aute irure dolor in reprehenderit in voluptate velit esse cillum dolore eu fugiat nulla pariatur. Excepteur sint occaecat cupidatat non proident, sunt in culpa qui officia deserunt mollit anim id est laborum sed ut perspiciatis unde omnis iste natus error sit voluptatem.: [34, 741, 120, 788]
article-text: Lorem ipsum dolor sit amet, consectetur adipiscing elit, sed do eiusmod tempor incididunt ut labore et dolore magna aliqua. Ut enim ad minim veniam, quis nostrud exercitation ullamco laboris nisi ut aliquip ex ea commodo consequat. Duis aute irure dolor in reprehenderit in voluptate velit esse cillum dolore eu fugiat nulla pariatur. Excepteur sint occaecat cupidatat non proident, sunt in culpa qui officia deserunt mollit anim id est laborum sed ut perspiciatis unde omnis iste natus error sit voluptatem.: [414, 660, 504, 707]
article-text: Lorem ipsum dolor sit amet, consectetur adipiscing elit, sed do eiusmod tempor incididunt ut labore et dolore magna aliqua. Ut enim ad minim veniam, quis nostrud exercitation ullamco laboris nisi ut aliquip ex ea commodo consequat. Duis aute irure dolor in reprehenderit in voluptate velit esse cillum dolore eu fugiat nulla pariatur. Excepteur sint occaecat cupidatat non proident, sunt in culpa qui officia deserunt mollit anim id est laborum sed ut perspiciatis unde omnis iste natus error sit voluptatem.: [128, 199, 218, 246]
separator: [42, 127, 112, 128]
article-text: Lorem ipsum dolor sit amet, consectetur adipiscing elit, sed do eiusmod tempor incididunt ut labore et dolore magna aliqua. Ut enim ad minim veniam, quis nostrud exercitation ullamco laboris nisi ut aliquip ex ea commodo consequat. Duis aute irure dolor in reprehenderit in voluptate velit esse cillum dolore eu fugiat nulla pariatur. Excepteur sint occaecat cupidatat non proident, sunt in culpa qui officia deserunt mollit anim id est laborum sed ut perspiciatis unde omnis iste natus error sit voluptatem.: [128, 347, 218, 394]
article-text: Lorem ipsum dolor sit amet, consectetur adipiscing elit, sed do eiusmod tempor incididunt ut labore et dolore magna aliqua. Ut enim ad minim veniam, quis nostrud exercitation ullamco laboris nisi ut aliquip ex ea commodo consequat. Duis aute irure dolor in reprehenderit in voluptate velit esse cillum dolore eu fugiat nulla pariatur. Excepteur sint occaecat cupidatat non proident, sunt in culpa qui officia deserunt mollit anim id est laborum sed ut perspiciatis unde omnis iste natus error sit voluptatem.: [128, 891, 218, 938]
article-text: Lorem ipsum dolor sit amet, consectetur adipiscing elit, sed do eiusmod tempor incididunt ut labore et dolore magna aliqua. Ut enim ad minim veniam, quis nostrud exercitation ullamco laboris nisi ut aliquip ex ea commodo consequat. Duis aute irure dolor in reprehenderit in voluptate velit esse cillum dolore eu fugiat nulla pariatur. Excepteur sint occaecat cupidatat non proident, sunt in culpa qui officia deserunt mollit anim id est laborum sed ut perspiciatis unde omnis iste natus error sit voluptatem.: [34, 691, 120, 738]
heading-classes: LES CLASSES DE RECRUTEMENT: [144, 182, 202, 197]
article-text: Lorem ipsum dolor sit amet, consectetur adipiscing elit, sed do eiusmod tempor incididunt ut labore et dolore magna aliqua. Ut enim ad minim veniam, quis nostrud exercitation ullamco laboris nisi ut aliquip ex ea commodo consequat. Duis aute irure dolor in reprehenderit in voluptate velit esse cillum dolore eu fugiat nulla pariatur. Excepteur sint occaecat cupidatat non proident, sunt in culpa qui officia deserunt mollit anim id est laborum sed ut perspiciatis unde omnis iste natus error sit voluptatem.: [34, 1011, 120, 1058]
article-text: Lorem ipsum dolor sit amet, consectetur adipiscing elit, sed do eiusmod tempor incididunt ut labore et dolore magna aliqua. Ut enim ad minim veniam, quis nostrud exercitation ullamco laboris nisi ut aliquip ex ea commodo consequat. Duis aute irure dolor in reprehenderit in voluptate velit esse cillum dolore eu fugiat nulla pariatur. Excepteur sint occaecat cupidatat non proident, sunt in culpa qui officia deserunt mollit anim id est laborum sed ut perspiciatis unde omnis iste natus error sit voluptatem.: [414, 298, 504, 345]
article-text: Lorem ipsum dolor sit amet, consectetur adipiscing elit, sed do eiusmod tempor incididunt ut labore et dolore magna aliqua. Ut enim ad minim veniam, quis nostrud exercitation ullamco laboris nisi ut aliquip ex ea commodo consequat. Duis aute irure dolor in reprehenderit in voluptate velit esse cillum dolore eu fugiat nulla pariatur. Excepteur sint occaecat cupidatat non proident, sunt in culpa qui officia deserunt mollit anim id est laborum sed ut perspiciatis unde omnis iste natus error sit voluptatem.: [128, 445, 218, 492]
column-rule: [124, 28, 125, 808]
article-text: Lorem ipsum dolor sit amet, consectetur adipiscing elit, sed do eiusmod tempor incididunt ut labore et dolore magna aliqua. Ut enim ad minim veniam, quis nostrud exercitation ullamco laboris nisi ut aliquip ex ea commodo consequat. Duis aute irure dolor in reprehenderit in voluptate velit esse cillum dolore eu fugiat nulla pariatur. Excepteur sint occaecat cupidatat non proident, sunt in culpa qui officia deserunt mollit anim id est laborum sed ut perspiciatis unde omnis iste natus error sit voluptatem.: [34, 199, 120, 246]
article-text: Lorem ipsum dolor sit amet, consectetur adipiscing elit, sed do eiusmod tempor incididunt ut labore et dolore magna aliqua. Ut enim ad minim veniam, quis nostrud exercitation ullamco laboris nisi ut aliquip ex ea commodo consequat. Duis aute irure dolor in reprehenderit in voluptate velit esse cillum dolore eu fugiat nulla pariatur. Excepteur sint occaecat cupidatat non proident, sunt in culpa qui officia deserunt mollit anim id est laborum sed ut perspiciatis unde omnis iste natus error sit voluptatem.: [318, 348, 408, 395]
article-text: Lorem ipsum dolor sit amet, consectetur adipiscing elit, sed do eiusmod tempor incididunt ut labore et dolore magna aliqua. Ut enim ad minim veniam, quis nostrud exercitation ullamco laboris nisi ut aliquip ex ea commodo consequat. Duis aute irure dolor in reprehenderit in voluptate velit esse cillum dolore eu fugiat nulla pariatur. Excepteur sint occaecat cupidatat non proident, sunt in culpa qui officia deserunt mollit anim id est laborum sed ut perspiciatis unde omnis iste natus error sit voluptatem.: [510, 498, 590, 549]
article-text: Lorem ipsum dolor sit amet, consectetur adipiscing elit, sed do eiusmod tempor incididunt ut labore et dolore magna aliqua. Ut enim ad minim veniam, quis nostrud exercitation ullamco laboris nisi ut aliquip ex ea commodo consequat. Duis aute irure dolor in reprehenderit in voluptate velit esse cillum dolore eu fugiat nulla pariatur. Excepteur sint occaecat cupidatat non proident, sunt in culpa qui officia deserunt mollit anim id est laborum sed ut perspiciatis unde omnis iste natus error sit voluptatem.: [128, 126, 218, 173]
heading-ministres: LES MINISTRES DE LA RÉPUBLIQUE: [40, 133, 114, 148]
double-rule: [510, 457, 590, 460]
separator: [232, 397, 304, 398]
article-text: Lorem ipsum dolor sit amet, consectetur adipiscing elit, sed do eiusmod tempor incididunt ut labore et dolore magna aliqua. Ut enim ad minim veniam, quis nostrud exercitation ullamco laboris nisi ut aliquip ex ea commodo consequat. Duis aute irure dolor in reprehenderit in voluptate velit esse cillum dolore eu fugiat nulla pariatur. Excepteur sint occaecat cupidatat non proident, sunt in culpa qui officia deserunt mollit anim id est laborum sed ut perspiciatis unde omnis iste natus error sit voluptatem.: [34, 248, 120, 295]
article-text: Lorem ipsum dolor sit amet, consectetur adipiscing elit, sed do eiusmod tempor incididunt ut labore et dolore magna aliqua. Ut enim ad minim veniam, quis nostrud exercitation ullamco laboris nisi ut aliquip ex ea commodo consequat. Duis aute irure dolor in reprehenderit in voluptate velit esse cillum dolore eu fugiat nulla pariatur. Excepteur sint occaecat cupidatat non proident, sunt in culpa qui officia deserunt mollit anim id est laborum sed ut perspiciatis unde omnis iste natus error sit voluptatem.: [128, 842, 218, 889]
masthead-rule: [34, 24, 580, 25]
article-text: Lorem ipsum dolor sit amet, consectetur adipiscing elit, sed do eiusmod tempor incididunt ut labore et dolore magna aliqua. Ut enim ad minim veniam, quis nostrud exercitation ullamco laboris nisi ut aliquip ex ea commodo consequat. Duis aute irure dolor in reprehenderit in voluptate velit esse cillum dolore eu fugiat nulla pariatur. Excepteur sint occaecat cupidatat non proident, sunt in culpa qui officia deserunt mollit anim id est laborum sed ut perspiciatis unde omnis iste natus error sit voluptatem.: [34, 1060, 120, 1107]
heading-drame: DRAME DE L'ADULTÈRE: [419, 551, 498, 559]
column-rule: [411, 28, 412, 808]
article-text: Lorem ipsum dolor sit amet, consectetur adipiscing elit, sed do eiusmod tempor incididunt ut labore et dolore magna aliqua. Ut enim ad minim veniam, quis nostrud exercitation ullamco laboris nisi ut aliquip ex ea commodo consequat. Duis aute irure dolor in reprehenderit in voluptate velit esse cillum dolore eu fugiat nulla pariatur. Excepteur sint occaecat cupidatat non proident, sunt in culpa qui officia deserunt mollit anim id est laborum sed ut perspiciatis unde omnis iste natus error sit voluptatem.: [224, 248, 312, 295]
article-text: Lorem ipsum dolor sit amet, consectetur adipiscing elit, sed do eiusmod tempor incididunt ut labore et dolore magna aliqua. Ut enim ad minim veniam, quis nostrud exercitation ullamco laboris nisi ut aliquip ex ea commodo consequat. Duis aute irure dolor in reprehenderit in voluptate velit esse cillum dolore eu fugiat nulla pariatur. Excepteur sint occaecat cupidatat non proident, sunt in culpa qui officia deserunt mollit anim id est laborum sed ut perspiciatis unde omnis iste natus error sit voluptatem.: [34, 298, 120, 345]
article-text: Lorem ipsum dolor sit amet, consectetur adipiscing elit, sed do eiusmod tempor incididunt ut labore et dolore magna aliqua. Ut enim ad minim veniam, quis nostrud exercitation ullamco laboris nisi ut aliquip ex ea commodo consequat. Duis aute irure dolor in reprehenderit in voluptate velit esse cillum dolore eu fugiat nulla pariatur. Excepteur sint occaecat cupidatat non proident, sunt in culpa qui officia deserunt mollit anim id est laborum sed ut perspiciatis unde omnis iste natus error sit voluptatem.: [224, 347, 312, 394]
column-4: [318, 28, 408, 1035]
article-text: Lorem ipsum dolor sit amet, consectetur adipiscing elit, sed do eiusmod tempor incididunt ut labore et dolore magna aliqua. Ut enim ad minim veniam, quis nostrud exercitation ullamco laboris nisi ut aliquip ex ea commodo consequat. Duis aute irure dolor in reprehenderit in voluptate velit esse cillum dolore eu fugiat nulla pariatur. Excepteur sint occaecat cupidatat non proident, sunt in culpa qui officia deserunt mollit anim id est laborum sed ut perspiciatis unde omnis iste natus error sit voluptatem.: [128, 610, 218, 657]
article-text: Lorem ipsum dolor sit amet, consectetur adipiscing elit, sed do eiusmod tempor incididunt ut labore et dolore magna aliqua. Ut enim ad minim veniam, quis nostrud exercitation ullamco laboris nisi ut aliquip ex ea commodo consequat. Duis aute irure dolor in reprehenderit in voluptate velit esse cillum dolore eu fugiat nulla pariatur. Excepteur sint occaecat cupidatat non proident, sunt in culpa qui officia deserunt mollit anim id est laborum sed ut perspiciatis unde omnis iste natus error sit voluptatem.: [414, 778, 504, 825]
